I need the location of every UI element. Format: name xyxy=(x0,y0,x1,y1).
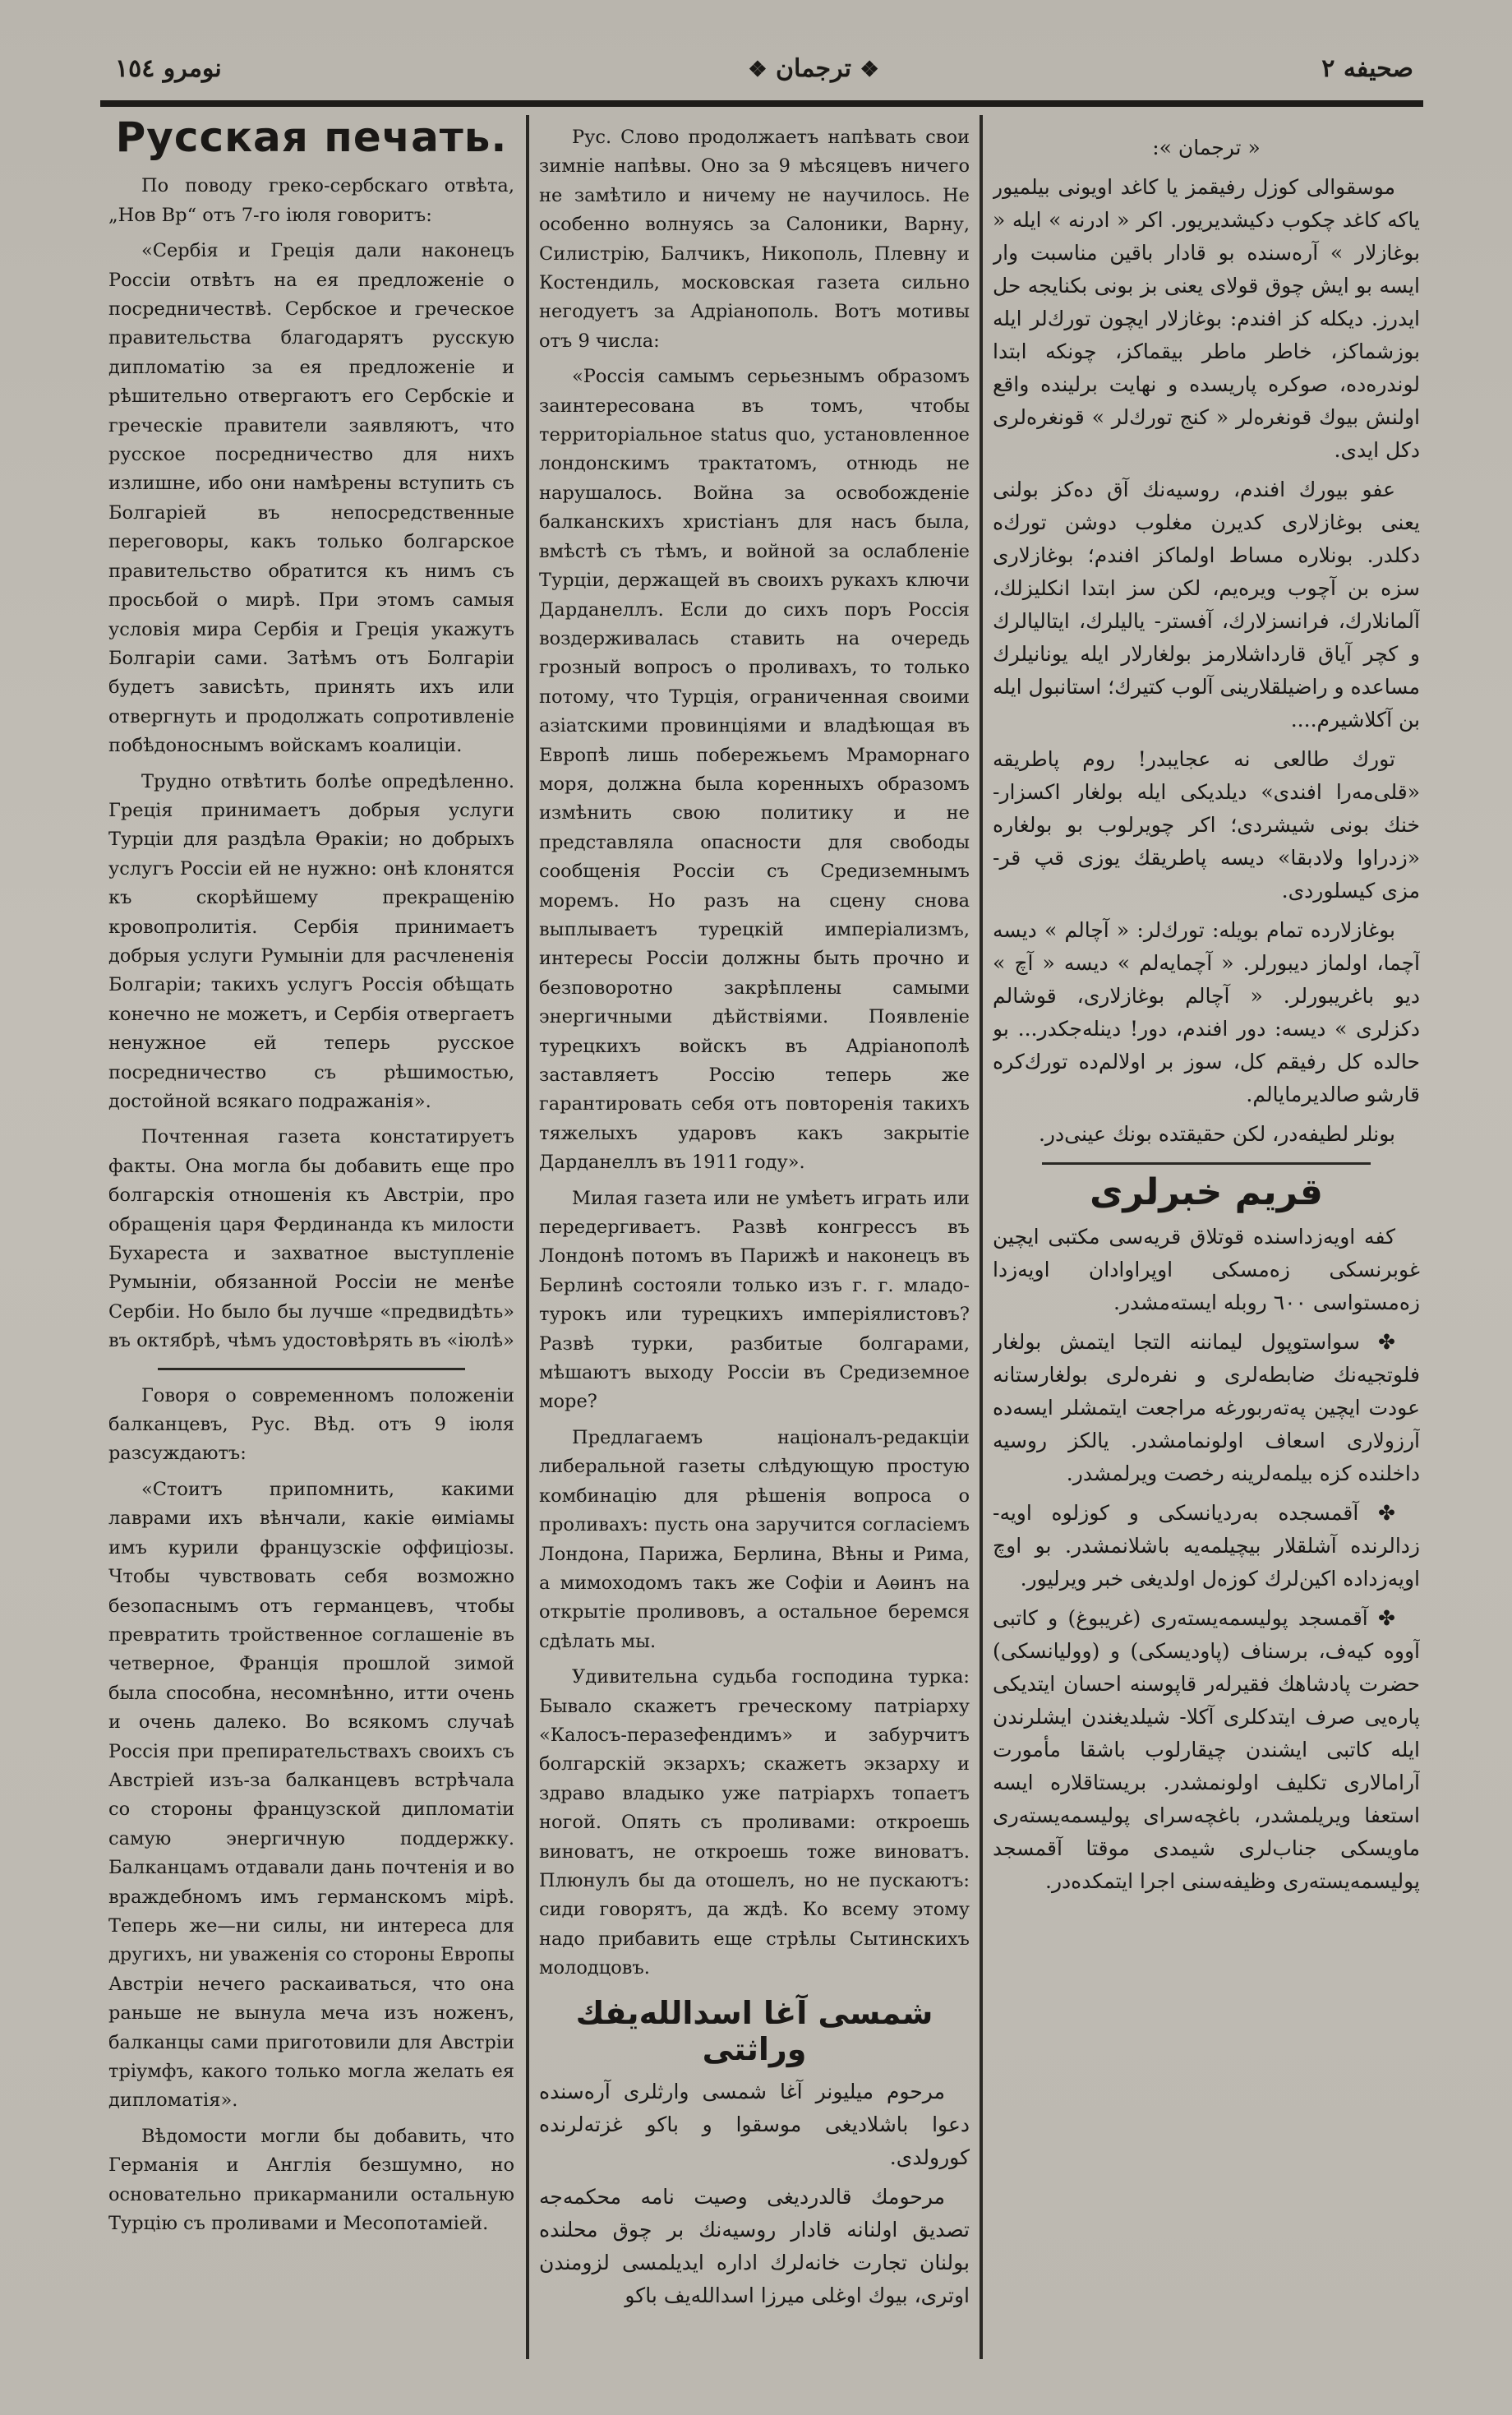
section-separator xyxy=(158,1368,465,1370)
section-separator xyxy=(1042,1162,1371,1165)
paragraph: بونلر لطيفەدر، لكن حقيقتده بونك عينى‌در. xyxy=(1038,1122,1395,1146)
paragraph: По поводу греко-сербскаго отвѣта, „Нов Вр“ отъ 7-го іюля говоритъ: xyxy=(108,175,514,226)
ornament-icon: ❖ xyxy=(748,58,768,82)
paragraph: تورك طالعى نه عجايبدر! روم پاطريقه «قلى‌مەرا افندى» ديلديكى ايله بولغار اكسزار- خنك بونى شيشردى؛ اكر چويرلوب بو بولغارە «زدراوا ولادبقا» ديسه پاطريقك يوزى قپ قر- مزى كيسلوردى. xyxy=(993,747,1420,903)
article-title: Русская печать. xyxy=(115,115,508,161)
column-divider xyxy=(526,115,529,2359)
paragraph: Почтенная газета констатируетъ факты. Она могла бы добавить еще про болгарскія отношенія къ Австріи, про обращенія царя Фердинанда къ милости Бухареста и захватное выступленіе Румыніи, обязанной Россіи не менѣе Сербіи. Но было бы лучше «предвидѣть» въ октябрѣ, чѣмъ удостовѣрять въ «іюлѣ» xyxy=(108,1126,514,1352)
paragraph: «Россія самымъ серьезнымъ образомъ заинтересована въ томъ, чтобы территоріальное status quo, установленное лондонскимъ трактатомъ, отнюдь не нарушалось. Война за освобожденіе балканскихъ христіанъ для насъ была, вмѣстѣ съ тѣмъ, и войной за ослабленіе Турціи, держащей въ своихъ рукахъ ключи Дарданеллъ. Если до сихъ поръ Россія воздерживалась ставить на очередь грозный вопросъ о проливахъ, то только потому, что Турція, ограниченная своими азіатскими провинціями и владѣющая въ Европѣ лишь побережьемъ Мраморнаго моря, должна была коренныхъ образомъ измѣнить свою политику и не представляла опасности для свободы сообщенія Россіи съ Средиземнымъ моремъ. Но разъ на сцену снова выплываетъ турецкій имперіализмъ, интересы Россіи должны быть прочно и безповоротно закрѣплены самыми энергичными дѣйствіями. Появленіе турецкихъ войскъ въ Адріанополѣ заставляетъ Россію теперь же гарантировать себя отъ повторенія такихъ тяжелыхъ ударовъ какъ закрытіе Дарданеллъ въ 1911 году». xyxy=(539,366,970,1174)
paragraph: Удивительна судьба господина турка: Бывало скажетъ греческому патріарху «Калосъ-перазефендимъ» и забурчитъ болгарскій экзархъ; скажетъ экзарху и здраво владыко уже патріархъ топаетъ ногой. Опять съ проливами: откроешь виноватъ, не откроешь тоже виноватъ. Плюнулъ бы да отошелъ, но не пускаютъ: сиди говорятъ, да ждѣ. Ко всему этому надо прибавить еще стрѣлы Сытинскихъ молодцовъ. xyxy=(539,1666,970,1979)
paragraph: «Стоитъ припомнить, какими лаврами ихъ вѣнчали, какіе ѳиміамы имъ курили французскіе оффиціозы. Чтобы чувствовать себя возможно безопаснымъ отъ германцевъ, чтобы превратить тройственное соглашеніе въ четверное, Франція прошлой зимой была способна, несомнѣнно, итти очень и очень далеко. Во всякомъ случаѣ Россія при препирательствахъ своихъ съ Австріей изъ-за балканцевъ встрѣчала со стороны французской дипломатіи самую энергичную поддержку. Балканцамъ отдавали дань почтенія и во враждебномъ имъ германскомъ мірѣ. Теперь же—ни силы, ни интереса для другихъ, ни уваженія со стороны Европы Австріи нечего раскаиваться, что она раньше не вынула меча изъ ноженъ, балканцы сами приготовили для Австріи тріумфъ, какого только могла желать ея дипломатія». xyxy=(108,1478,514,2112)
news-item: ✤ سواستوپول ليماننه التجا ايتمش بولغار فلوتجيەنك ضابطەلرى و نفرەلرى بولغارستانه عودت ايچين پەتەربورغه مراجعت ايتمشلر ايسەده آرزولارى اسعاف اولونمامشدر. يالكز روسيه داخلنده كزه بيلمه‌لرينه رخصت ويرلمشدر. xyxy=(993,1330,1420,1485)
paragraph: Вѣдомости могли бы добавить, что Германія и Англія безшумно, но основательно прикарманили остальную Турцію съ проливами и Месопотаміей. xyxy=(108,2125,514,2235)
paragraph: مرحومك قالدرديغى وصيت نامه محكمەجه تصديق اولنانه قادار روسيەنك بر چوق محلندە بولنان تجارت خانەلرك اداره ايديلمسى لزومندن اوترى، بيوك اوغلى ميرزا اسداللەيف باكو xyxy=(539,2184,970,2307)
paragraph: Рус. Слово продолжаетъ напѣвать свои зимніе напѣвы. Оно за 9 мѣсяцевъ ничего не замѣтило и ничему не научилось. Не особенно волнуясь за Салоники, Варну, Силистрію, Балчикъ, Никополь, Плевну и Костендиль, московская газета сильно негодуетъ за Адріанополь. Вотъ мотивы отъ 9 числа: xyxy=(539,127,970,352)
page-number: صحيفه ٢ xyxy=(1321,54,1413,83)
paragraph: Предлагаемъ націоналъ-редакціи либеральной газеты слѣдующую простую комбинацію для рѣшенія вопроса о проливахъ: пусть она заручится согласіемъ Лондона, Парижа, Берлина, Вѣны и Рима, а мимоходомъ такъ же Софіи и Аѳинъ на открытіе проливовъ, а остальное беремся сдѣлать мы. xyxy=(539,1426,970,1652)
masthead-title-text: ترجمان xyxy=(776,54,851,83)
paragraph: Милая газета или не умѣетъ играть или передергиваетъ. Развѣ конгрессъ въ Лондонѣ потомъ въ Парижѣ и наконецъ въ Берлинѣ состояли только изъ г. г. младо-турокъ или турецкихъ имперіялистовъ? Развѣ турки, разбитые болгарами, мѣшаютъ выходу Россіи въ Средиземное море? xyxy=(539,1187,970,1413)
paragraph: Говоря о современномъ положеніи балканцевъ, Рус. Вѣд. отъ 9 іюля разсуждаютъ: xyxy=(108,1384,514,1465)
column-russian-press xyxy=(108,115,514,2367)
paragraph: «Сербія и Греція дали наконецъ Россіи отвѣтъ на ея предложеніе о посредничествѣ. Сербское и греческое правительства благодарятъ русскую дипломатію за ея предложеніе и рѣшительно отвергаютъ его Сербскіе и греческіе правители заявляютъ, что русское посредничество для нихъ излишне, ибо они намѣрены вступить съ Болгаріей въ непосредственные переговоры, какъ только болгарское правительство обратится къ нимъ съ просьбой о мирѣ. При этомъ самыя условія мира Сербія и Греція укажутъ Болгаріи сами. Затѣмъ отъ Болгаріи будетъ зависѣть, принять ихъ или отвергнуть и продолжать сопротивленіе побѣдоноснымъ войскамъ коалиціи. xyxy=(108,240,514,757)
column-tercuman xyxy=(993,132,1420,2367)
paragraph: مرحوم ميليونر آغا شمسى وارثلرى آرەسندە دعوا باشلاديغى موسقوا و باكو غزتەلرندە كورولدى. xyxy=(539,2079,970,2169)
paragraph: بوغازلارده تمام بويله: تورك‌لر: « آچالم » ديسه آچما، اولماز ديبورلر. « آچمايەلم » ديسه « آچ » ديو باغريبورلر. « آچالم بوغازلارى، قوشالم دكزلرى » ديسه: دور افندم، دور! دينلەجكدر... بو حالده كل رفيقم كل، سوز بر اولالم‌ده تورك‌كره قارشو صالديرمايالم. xyxy=(993,918,1420,1106)
ornament-icon: ❖ xyxy=(860,58,879,82)
heading-quote: « ترجمان »: xyxy=(1152,136,1261,159)
header-rule xyxy=(100,100,1423,107)
news-item: ✤ آقمسجد پوليسمەيستەرى (غريبوغ) و كاتبى آووه كيەف، برسناف (پاوديسكى) و (ووليانسكى) حضرت پادشاهك فقيرلەر قاپوسنه احسان ايتديكى پارەيى صرف ايتدكلرى آكلا- شيلديغندن ايشلرندن ايله كاتبى ايشندن چيقارلوب باشقا مأمورت آرامالارى تكليف اولونمشدر. بريستاقلاره ايسه استعفا ويريلمشدر، باغچەسراى پوليسمەيستەرى ماويسكى جناب‌لرى شيمدى موقتا آقمسجد پوليسمەيستەرى وظيفەسنى اجرا ايتمكدەدر. xyxy=(993,1606,1420,1893)
column-divider xyxy=(980,115,983,2359)
issue-number: نومرو ١٥٤ xyxy=(115,54,222,83)
crimea-news-title: قريم خبرلرى xyxy=(1090,1171,1323,1213)
news-item: كفه اويەزداسندە قوتلاق قريەسى مكتبى ايچين غوبرنسكى زەمسكى اوپراوادان اويەزدا زەمستواسى ٦٠٠ روبله ايستەمشدر. xyxy=(993,1225,1420,1314)
page-header xyxy=(90,46,1422,95)
paragraph: عفو بيورك افندم، روسيەنك آق دەكز بولنى يعنى بوغازلارى كديرن مغلوب دوشن تورك‌ه دكلدر. بونلاره مساط اولماكز افندم؛ بوغازلارى سزه بن آچوب ويرەيم، لكن سز ابتدا انكليزلك، آلمانلارك، فرانسزلارك، آفستر- ياليلرك، ايتاليالرك و كچر آياق قارداشلارمز بولغارلار ايله يونانيلرك مساعده و راضيلقلارينى آلوب كتيرك؛ استانبول ايله بن آكلاشيرم.... xyxy=(993,478,1420,732)
paragraph: Трудно отвѣтить болѣе опредѣленно. Греція принимаетъ добрыя услуги Турціи для раздѣла Ѳракіи; но добрыхъ услугъ Россіи ей не нужно: онѣ клонятся къ скорѣйшему прекращенію кровопролитія. Сербія принимаетъ добрыя услуги Румыніи для расчлененія Болгаріи; такихъ услугъ Россія обѣщать конечно не можетъ, и Сербія отвергаетъ ненужное ей теперь русское посредничество съ рѣшимостью, достойной всякаго подражанія». xyxy=(108,770,514,1112)
inheritance-article-title: شمسى آغا اسداللەيفك وراثتى xyxy=(575,1994,933,2067)
paragraph: موسقوالى كوزل رفيقمز يا كاغد اويونى بيلميور ياكه كاغد چكوب دكيشديريور. اكر « ادرنه » ايله « بوغازلار » آرەسندە بو قادار باقين مناسبت وار ايسه بو ايش چوق قولاى يعنى بز بونى بكنايجه حل ايدرز. ديكله كز افندم: بوغازلار ايچون تورك‌لر ايله بوزشماكز، خاطر ماطر بيقماكز، چونكه ابتدا لوندرەده، صوكره پاريسده و نهايت برليندە واقع اولنش بيوك قونغرەلر « كنج تورك‌لر » قونغرەلرى دكل ايدى. xyxy=(993,175,1420,462)
masthead-title xyxy=(715,54,912,83)
column-middle xyxy=(539,123,970,2376)
news-item: ✤ آقمسجده بەردیانسکی و كوزلوه اويه- زدالرنده آشلقلار بيچيلمه‌يه باشلانمشدر. بو اوچ اويەزدادە اكين‌لرك كوزەل اولديغى خبر ويرليور. xyxy=(993,1501,1420,1591)
